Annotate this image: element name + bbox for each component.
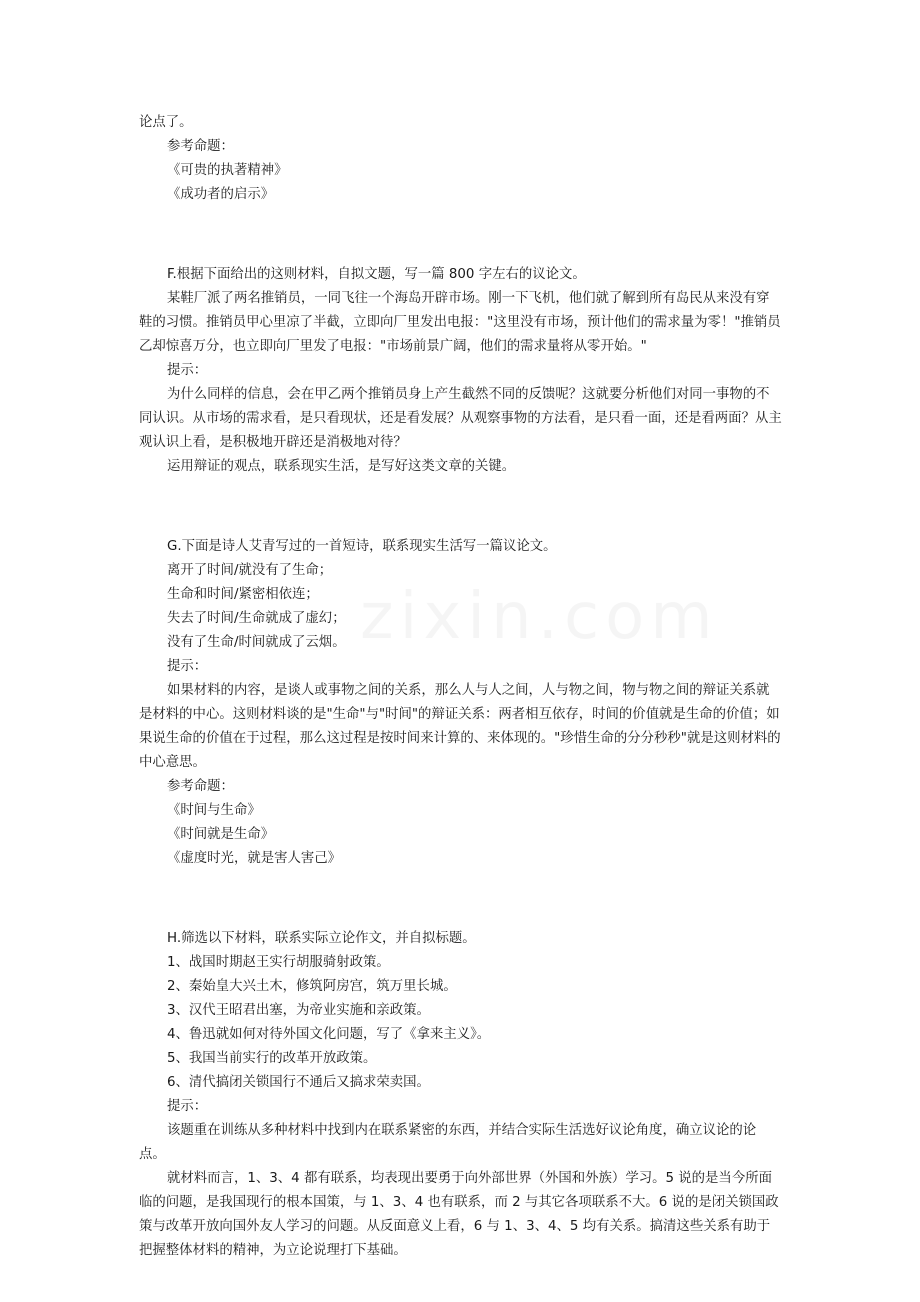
- text-paragraph: 运用辩证的观点，联系现实生活，是写好这类文章的关键。: [167, 459, 516, 474]
- text-paragraph: 提示：: [167, 363, 208, 378]
- text-paragraph: 如果材料的内容，是谈人或事物之间的关系，那么人与人之间，人与物之间，物与物之间的辩证关系就是材料的中心。这则材料谈的是"生命"与"时间"的辩证关系：两者相互依存，时间的价值就是生命的价值；如果说生命的价值在于过程，那么这过程是按时间来计算的、来体现的。"珍惜生命的分分秒秒"就是这则材料的中心意思。: [139, 683, 781, 770]
- text-paragraph: 离开了时间/就没有了生命；: [167, 563, 333, 578]
- text-paragraph: 失去了时间/生命就成了虚幻；: [167, 611, 346, 626]
- document-body: [139, 111, 782, 1263]
- text-paragraph: 6、清代搞闭关锁国行不通后又搞求荣卖国。: [167, 1075, 430, 1090]
- text-paragraph: G.下面是诗人艾青写过的一首短诗，联系现实生活写一篇议论文。: [167, 539, 557, 554]
- text-paragraph: 《时间就是生命》: [167, 827, 275, 842]
- text-paragraph: 该题重在训练从多种材料中找到内在联系紧密的东西，并结合实际生活选好议论角度，确立议论的论点。: [139, 1123, 757, 1162]
- text-paragraph: 就材料而言，1、3、4 都有联系，均表现出要勇于向外部世界（外国和外族）学习。5 说的是当今所面临的问题，是我国现行的根本国策，与 1、3、4 也有联系，而 2 与其它各项联系不大。6 说的是闭关锁国政策与改革开放向国外友人学习的问题。从反面意义上看，6 与 1、3、4、5 均有关系。搞清这些关系有助于把握整体材料的精神，为立论说理打下基础。: [139, 1171, 779, 1258]
- paragraph-gap: [139, 223, 782, 247]
- text-paragraph: H.筛选以下材料，联系实际立论作文，并自拟标题。: [167, 931, 476, 946]
- text-paragraph: 1、战国时期赵王实行胡服骑射政策。: [167, 955, 390, 970]
- text-paragraph: 《虚度时光，就是害人害己》: [167, 851, 342, 866]
- text-paragraph: 4、鲁迅就如何对待外国文化问题，写了《拿来主义》。: [167, 1027, 491, 1042]
- text-paragraph: 《可贵的执著精神》: [167, 163, 288, 178]
- text-paragraph: 论点了。: [139, 115, 193, 130]
- text-paragraph: 参考命题：: [167, 139, 234, 154]
- text-paragraph: 生命和时间/紧密相依连；: [167, 587, 319, 602]
- text-paragraph: 5、我国当前实行的改革开放政策。: [167, 1051, 377, 1066]
- paragraph-gap: [139, 495, 782, 519]
- text-paragraph: 《成功者的启示》: [167, 187, 275, 202]
- text-paragraph: 没有了生命/时间就成了云烟。: [167, 635, 346, 650]
- text-paragraph: 为什么同样的信息，会在甲乙两个推销员身上产生截然不同的反馈呢？这就要分析他们对同一事物的不同认识。从市场的需求看，是只看现状，还是看发展？从观察事物的方法看，是只看一面，还是看两面？从主观认识上看，是积极地开辟还是消极地对待？: [139, 387, 782, 450]
- text-paragraph: 某鞋厂派了两名推销员，一同飞往一个海岛开辟市场。刚一下飞机，他们就了解到所有岛民从来没有穿鞋的习惯。推销员甲心里凉了半截，立即向厂里发出电报："这里没有市场，预计他们的需求量为零！"推销员乙却惊喜万分，也立即向厂里发了电报："市场前景广阔，他们的需求量将从零开始。": [139, 291, 781, 354]
- text-paragraph: F.根据下面给出的这则材料，自拟文题，写一篇 800 字左右的议论文。: [167, 267, 586, 282]
- text-paragraph: 参考命题：: [167, 779, 234, 794]
- text-paragraph: 3、汉代王昭君出塞，为帝业实施和亲政策。: [167, 1003, 430, 1018]
- text-paragraph: 2、秦始皇大兴土木，修筑阿房宫，筑万里长城。: [167, 979, 457, 994]
- text-paragraph: 提示：: [167, 1099, 208, 1114]
- text-paragraph: 提示：: [167, 659, 208, 674]
- text-paragraph: 《时间与生命》: [167, 803, 261, 818]
- paragraph-gap: [139, 887, 782, 911]
